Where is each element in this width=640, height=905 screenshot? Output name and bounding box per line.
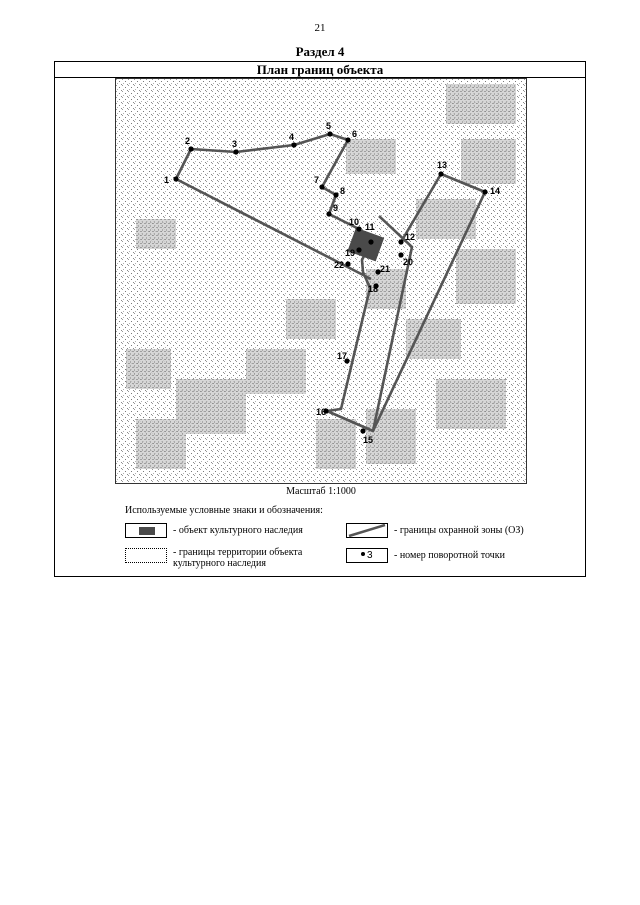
turning-point-label: 3 — [232, 139, 238, 149]
turning-point-label: 19 — [345, 248, 356, 258]
turning-point-marker — [333, 192, 338, 197]
turning-point-label: 11 — [365, 222, 375, 232]
legend-title: Используемые условные знаки и обозначения: — [125, 505, 323, 516]
legend-turning-point-label: - номер поворотной точки — [394, 550, 505, 561]
legend-heritage-object-label: - объект культурного наследия — [173, 525, 303, 536]
boundary-map — [115, 78, 527, 484]
heritage-object-swatch — [125, 523, 167, 538]
turning-point-marker — [233, 149, 238, 154]
map-canvas — [116, 79, 526, 483]
turning-point-marker — [326, 211, 331, 216]
turning-point-marker — [398, 239, 403, 244]
turning-point-marker — [188, 146, 193, 151]
turning-point-label: 1 — [164, 175, 170, 185]
turning-point-label: 10 — [349, 217, 360, 227]
plan-frame — [54, 61, 586, 577]
turning-point-marker — [482, 189, 487, 194]
legend-protection-zone-label: - границы охранной зоны (ОЗ) — [394, 525, 524, 536]
turning-point-marker — [319, 184, 324, 189]
turning-point-label: 21 — [380, 264, 391, 274]
turning-point-label: 7 — [314, 175, 320, 185]
legend-territory-boundary-label: - границы территории объекта культурного наследия — [173, 547, 303, 569]
territory-boundary-swatch — [125, 548, 167, 563]
turning-point-marker — [368, 239, 373, 244]
plan-title: План границ объекта — [55, 62, 585, 78]
turning-point-label: 13 — [437, 160, 448, 170]
turning-point-marker — [345, 137, 350, 142]
turning-point-marker — [327, 131, 332, 136]
turning-point-label: 14 — [490, 186, 501, 196]
turning-point-sample-number: 3 — [367, 550, 373, 561]
turning-point-label: 2 — [185, 136, 191, 146]
turning-point-marker — [291, 142, 296, 147]
turning-point-label: 22 — [334, 260, 345, 270]
turning-point-swatch — [346, 548, 388, 563]
turning-point-label: 4 — [289, 132, 295, 142]
turning-point-marker — [360, 428, 365, 433]
turning-point-label: 8 — [340, 186, 346, 196]
turning-point-marker — [438, 171, 443, 176]
turning-point-label: 17 — [337, 351, 348, 361]
turning-point-label: 20 — [403, 257, 414, 267]
section-title: Раздел 4 — [295, 44, 345, 59]
turning-point-label: 5 — [326, 121, 332, 131]
turning-point-marker — [173, 176, 178, 181]
turning-point-marker — [356, 226, 361, 231]
turning-point-label: 16 — [316, 407, 327, 417]
turning-point-label: 9 — [333, 203, 339, 213]
turning-point-label: 6 — [352, 129, 358, 139]
turning-point-marker — [356, 247, 361, 252]
turning-point-label: 12 — [405, 232, 416, 242]
turning-point-marker — [345, 261, 350, 266]
turning-point-label: 15 — [363, 435, 374, 445]
page-number: 21 — [314, 22, 326, 34]
protection-zone-swatch — [346, 523, 388, 538]
turning-point-label: 18 — [368, 284, 379, 294]
scale-label: Масштаб 1:1000 — [286, 486, 356, 497]
